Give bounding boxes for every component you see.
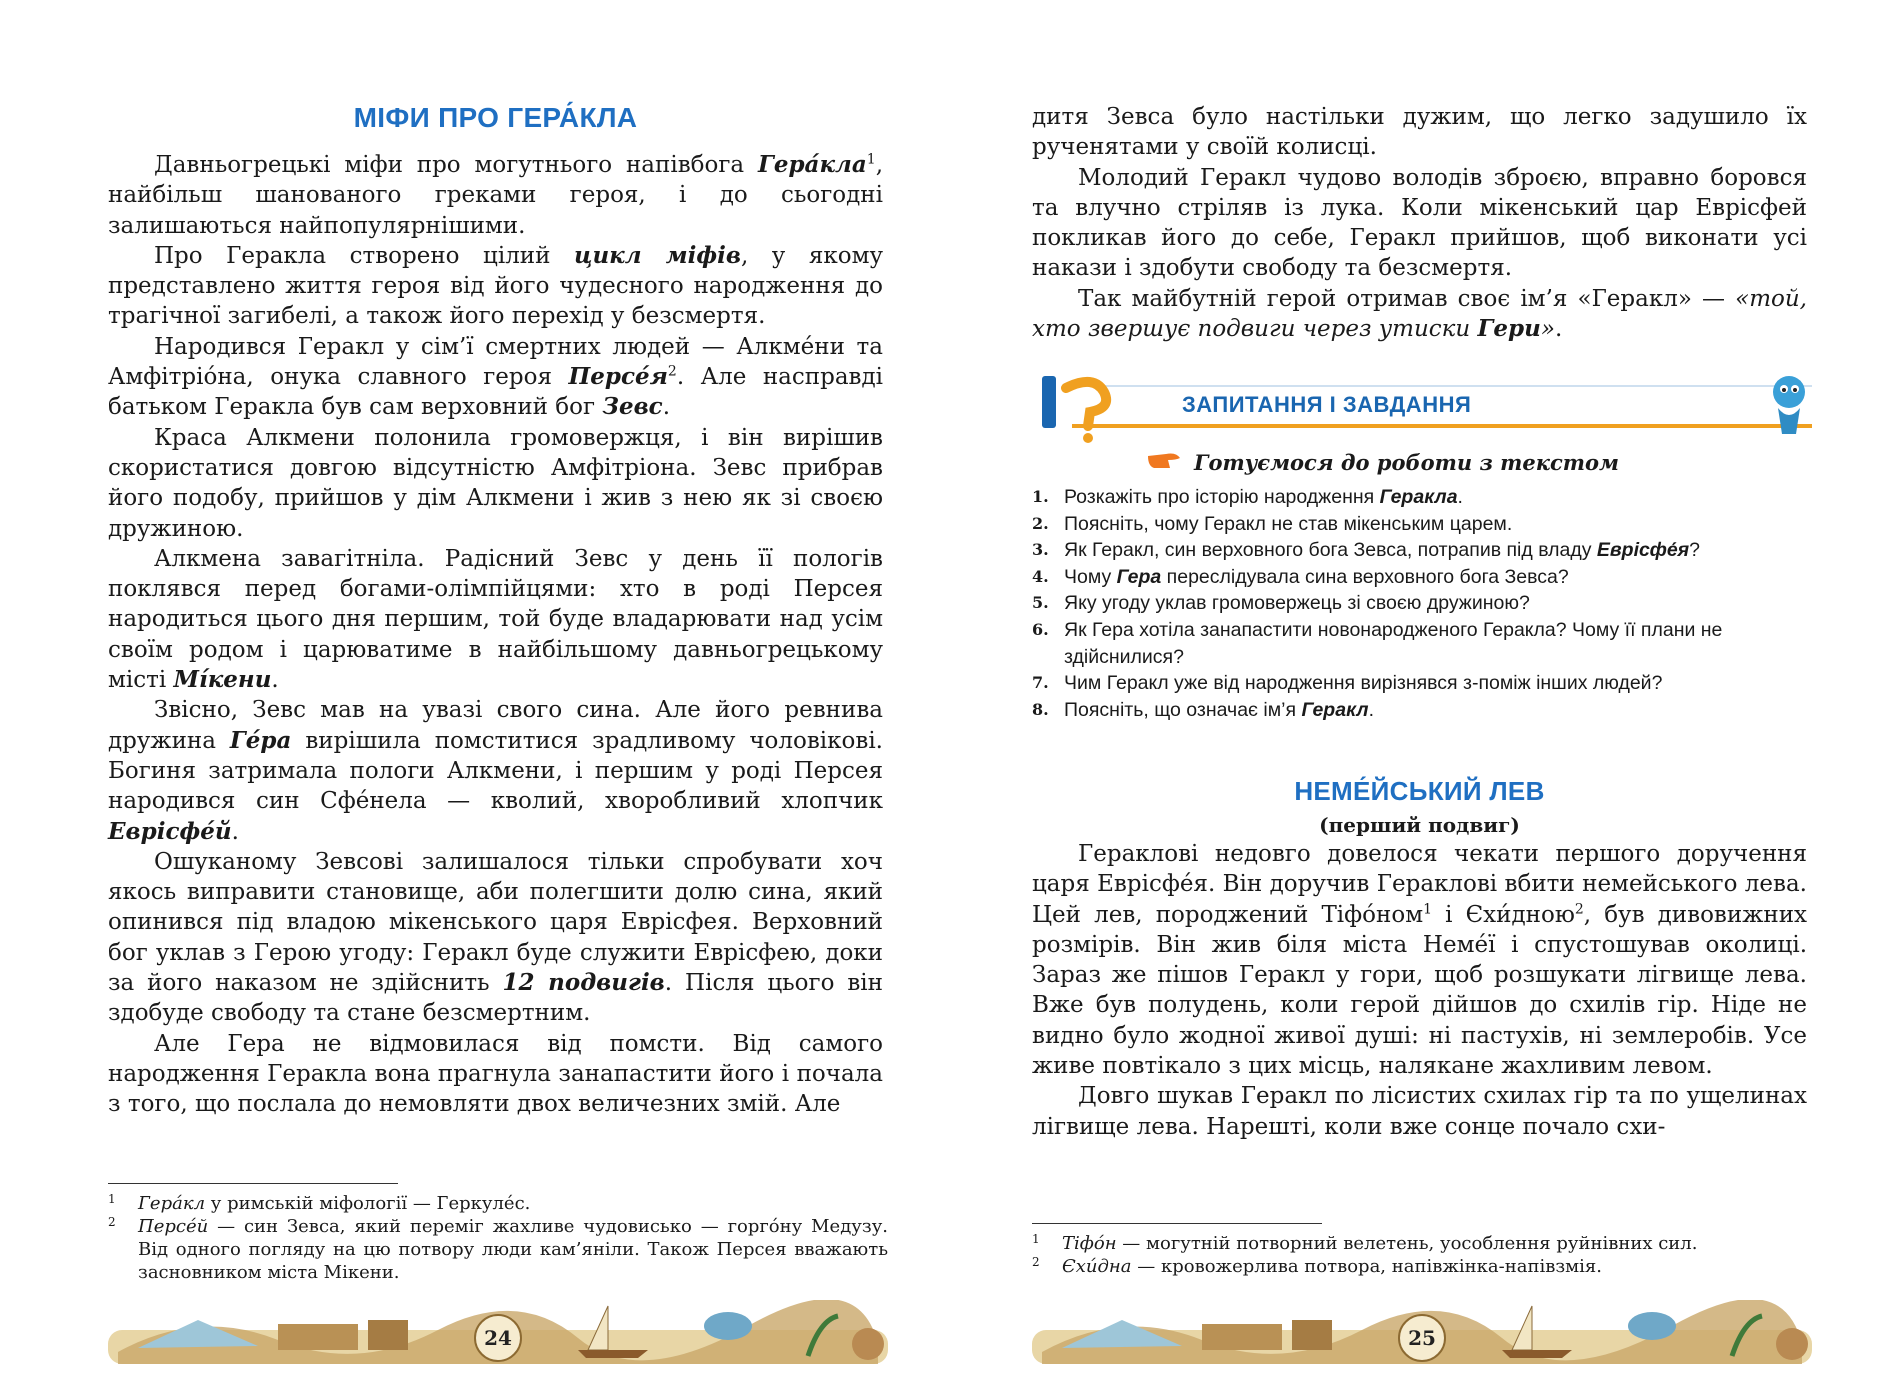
decorative-strip xyxy=(108,1300,888,1370)
question-item: 3. Як Геракл, син верховного бога Зевса, потрапив під владу Еврісфе́я? xyxy=(1032,539,1701,562)
left-paragraph-4: Краса Алкмени полонила громовержця, і він вирішив скористатися довгою відсутністю Амфітріона. Зевс прибрав його подобу, прийшов у дім Алкмени і жив з нею як зі своєю дружиною. xyxy=(108,424,883,542)
left-paragraph-8: Але Гера не відмовилася від помсти. Від самого народження Геракла вона прагнула занапастити його і почала з того, що послала до немовляти двох величезних змій. Але xyxy=(108,1030,883,1118)
question-item: 5. Яку угоду уклав громовержець зі своєю дружиною? xyxy=(1032,592,1530,615)
page-number-right: 25 xyxy=(1398,1314,1446,1362)
questions-banner xyxy=(1032,368,1822,444)
section-title: НЕМЕ́ЙСЬКИЙ ЛЕВ xyxy=(1294,776,1545,806)
left-body-text xyxy=(108,150,883,1120)
section-subtitle: (перший подвиг) xyxy=(1319,813,1520,837)
footnote-1: 1 Тіфо́н — могутній потворний велетень, уособлення руйнівних сил. xyxy=(1032,1232,1698,1254)
right-bottom-paragraph-1: Гераклові недовго довелося чекати першого доручення царя Еврісфе́я. Він доручив Гераклові вбити немейського лева. Цей лев, породжений Тіфо́ном$^1$ і Єхи́дною$^2$, був дивовижних розмірів. Він жив біля міста Неме́ї і спустошував околиці. Зараз же пішов Геракл у гори, щоб розшукати лігвище лева. Вже був полудень, коли герой дійшов до схилів гір. Ніде не видно було жодної живої душі: ні пастухів, ні землеробів. Усе живе повтікало з цих місць, налякане жахливим левом. xyxy=(1032,841,1807,1080)
left-paragraph-1: Давньогрецькі міфи про могутнього напівбога Гера́кла$^1$, найбільш шанованого греками героя, і до сьогодні залишаються найпопулярнішими. xyxy=(108,151,883,239)
question-item: 7. Чим Геракл уже від народження вирізнявся з-поміж інших людей? xyxy=(1032,672,1663,695)
footnote-divider-right xyxy=(1032,1223,1322,1224)
footnote-2: 2 Єхи́дна — кровожерлива потвора, напівжінка-напівзмія. xyxy=(1032,1255,1603,1277)
left-paragraph-6: Звісно, Зевс мав на увазі свого сина. Але його ревнива дружина Ге́ра вирішила помститися зрадливому чоловікові. Богиня затримала пологи Алкмени, і першим у роді Персея народився син Сфе́нела — кволий, хворобливий хлопчик Еврісфе́й. xyxy=(108,697,883,845)
right-top-paragraph-3: Так майбутній герой отримав своє ім’я «Геракл» — «той, хто звершує подвиги через утиски Гери». xyxy=(1032,285,1807,343)
page-title: МІФИ ПРО ГЕРА́КЛА xyxy=(353,102,638,133)
questions-list xyxy=(1032,484,1812,723)
right-bottom-paragraph-2: Довго шукав Геракл по лісистих схилах гір та по ущелинах лігвище лева. Нарешті, коли вже сонце почало схи- xyxy=(1032,1083,1807,1140)
right-column-top xyxy=(1032,102,1807,344)
questions-banner-title: ЗАПИТАННЯ І ЗАВДАННЯ xyxy=(1182,392,1472,417)
right-column-bottom xyxy=(1032,776,1807,1142)
right-top-paragraph-1: дитя Зевса було настільки дужим, що легко задушило їх рученятами у своїй колисці. xyxy=(1032,104,1807,161)
page-number: 24 xyxy=(474,1314,522,1362)
questions-subtitle-text: Готуємося до роботи з текстом xyxy=(1194,450,1619,475)
footnotes-right xyxy=(1032,1232,1812,1278)
left-paragraph-7: Ошуканому Зевсові залишалося тільки спробувати хоч якось виправити становище, аби полегшити долю сина, який опинився під владою мікенського царя Еврісфея. Верховний бог уклав з Герою угоду: Геракл буде служити Еврісфею, доки за його наказом не здійснить 12 подвигів. Після цього він здобуде свободу та стане безсмертним. xyxy=(108,848,883,1027)
footnote-divider xyxy=(108,1183,398,1184)
left-paragraph-3: Народився Геракл у сім’ї смертних людей — Алкме́ни та Амфітріо́на, онука славного героя $Персе́я^2$. Але насправді батьком Геракла був сам верховний бог Зевс. xyxy=(108,333,883,421)
mascot-icon xyxy=(1764,370,1814,440)
question-item: 1. Розкажіть про історію народження Геракла. xyxy=(1032,486,1463,508)
right-body-text-bottom xyxy=(1032,839,1807,1142)
question-item: 8. Поясніть, що означає ім’я Геракл. xyxy=(1032,698,1374,721)
question-item: 2. Поясніть, чому Геракл не став мікенським царем. xyxy=(1032,512,1513,535)
left-paragraph-2: Про Геракла створено цілий цикл міфів, у якому представлено життя героя від його чудесного народження до трагічної загибелі, а також його перехід у безсмертя. xyxy=(108,241,884,330)
footnotes xyxy=(108,1192,888,1284)
pointing-hand-icon xyxy=(1146,448,1182,472)
footnote-1: 1 Гера́кл у римській міфології — Геркуле́с. xyxy=(108,1192,531,1214)
right-body-text-top xyxy=(1032,102,1807,344)
question-item: 6. Як Гера хотіла занапастити новонародженого Геракла? Чому її плани не здійснилися? xyxy=(1032,618,1723,668)
question-item: 4. Чому Гера переслідувала сина верховного бога Зевса? xyxy=(1032,565,1569,588)
left-column xyxy=(108,102,883,1120)
decorative-strip-right xyxy=(1032,1300,1812,1370)
footnote-2: 2 Персе́й — син Зевса, який переміг жахливе чудовисько — горго́ну Медузу. Від одного погляду на цю потвору люди кам’яніли. Також Персея вважають засновником міста Мікени. xyxy=(108,1215,888,1283)
left-paragraph-5: Алкмена завагітніла. Радісний Зевс у день її пологів поклявся перед богами-олімпійцями: хто в роді Персея народиться цього дня першим, той буде владарювати над усім своїм родом і царюватиме в найбільшому давньогрецькому місті Мі́кени. xyxy=(108,545,883,694)
right-top-paragraph-2: Молодий Геракл чудово володів зброєю, вправно боровся та влучно стріляв із лука. Коли мікенський цар Еврісфей покликав його до себе, Геракл прийшов, щоб виконати усі накази і здобути свободу та безсмертя. xyxy=(1032,164,1807,282)
